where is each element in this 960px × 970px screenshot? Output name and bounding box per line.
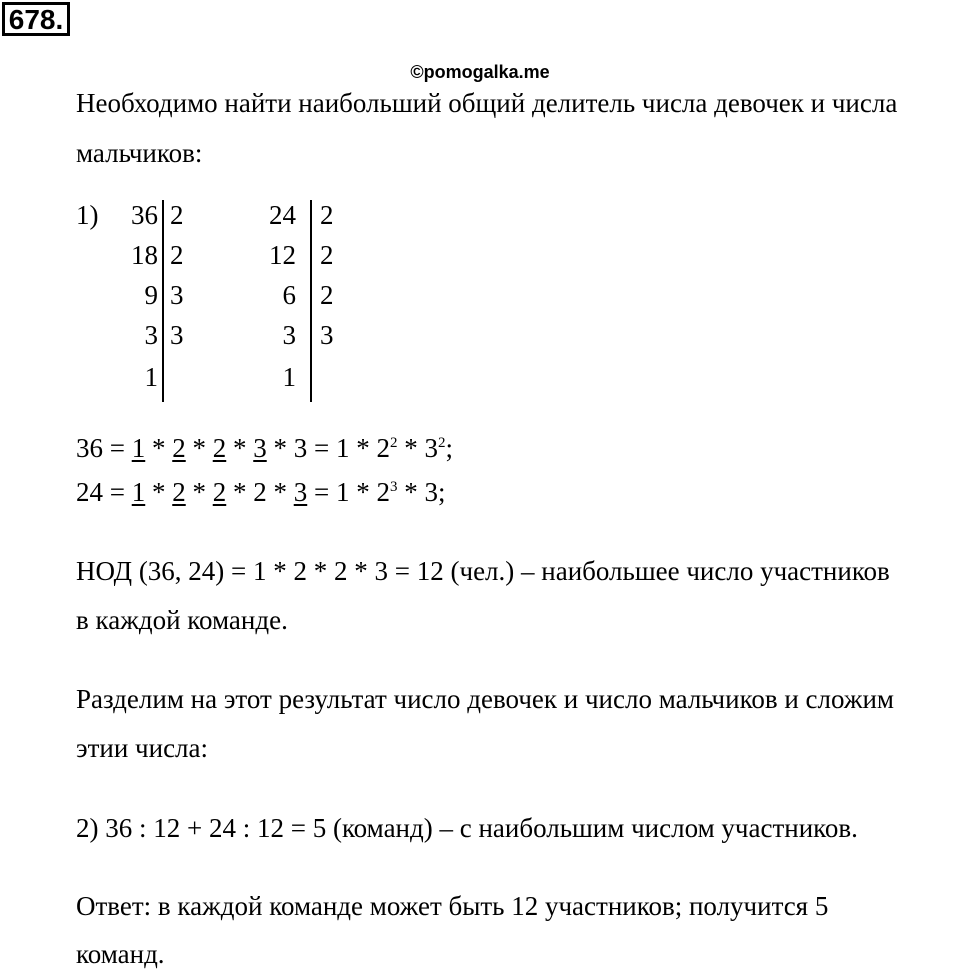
girls-divisor: 3 (170, 280, 184, 310)
girls-divisor: 2 (170, 240, 184, 270)
watermark: ©pomogalka.me (410, 62, 550, 82)
girls-division-line (162, 200, 164, 402)
intro-line-2: мальчиков: (76, 138, 203, 168)
girls-divisor: 3 (170, 320, 184, 350)
girls-number: 9 (144, 280, 158, 310)
step1-label: 1) (76, 200, 99, 230)
boys-division-line (310, 200, 312, 402)
divide-line-2: этии числа: (76, 733, 209, 763)
factorization-36: $36 = 1 * 2 * 2 * 3 * 3 = 1 * 2^2 * 3^2$; (76, 433, 453, 463)
boys-number: 3 (282, 320, 296, 350)
girls-number: 36 (131, 200, 158, 230)
factorization-24: $24 = 1 * 2 * 2 * 2 * 3 = 1 * 2^3 * 3$; (76, 477, 446, 507)
gcd-line-2: в каждой команде. (76, 605, 288, 635)
girls-number: 1 (144, 362, 158, 392)
step2-equation: 2) 36 : 12 + 24 : 12 = 5 (команд) – с наибольшим числом участников. (76, 813, 858, 843)
gcd-line-1: НОД (36, 24) = 1 * 2 * 2 * 3 = 12 (чел.) – наибольшее число участников (76, 556, 890, 586)
answer-line-1: Ответ: в каждой команде может быть 12 участников; получится 5 (76, 891, 829, 921)
girls-divisor: 2 (170, 200, 184, 230)
boys-number: 12 (269, 240, 296, 270)
boys-divisor: 2 (320, 240, 334, 270)
problem-number: 678. (2, 2, 70, 36)
divide-line-1: Разделим на этот результат число девочек и число мальчиков и сложим (76, 684, 895, 714)
girls-number: 3 (144, 320, 158, 350)
intro-line-1: Необходимо найти наибольший общий делитель числа девочек и числа (76, 88, 898, 118)
boys-divisor: 3 (320, 320, 334, 350)
boys-number: 1 (282, 362, 296, 392)
boys-divisor: 2 (320, 280, 334, 310)
girls-number: 18 (131, 240, 158, 270)
answer-line-2: команд. (76, 939, 165, 969)
boys-number: 6 (282, 280, 296, 310)
boys-number: 24 (269, 200, 296, 230)
boys-divisor: 2 (320, 200, 334, 230)
